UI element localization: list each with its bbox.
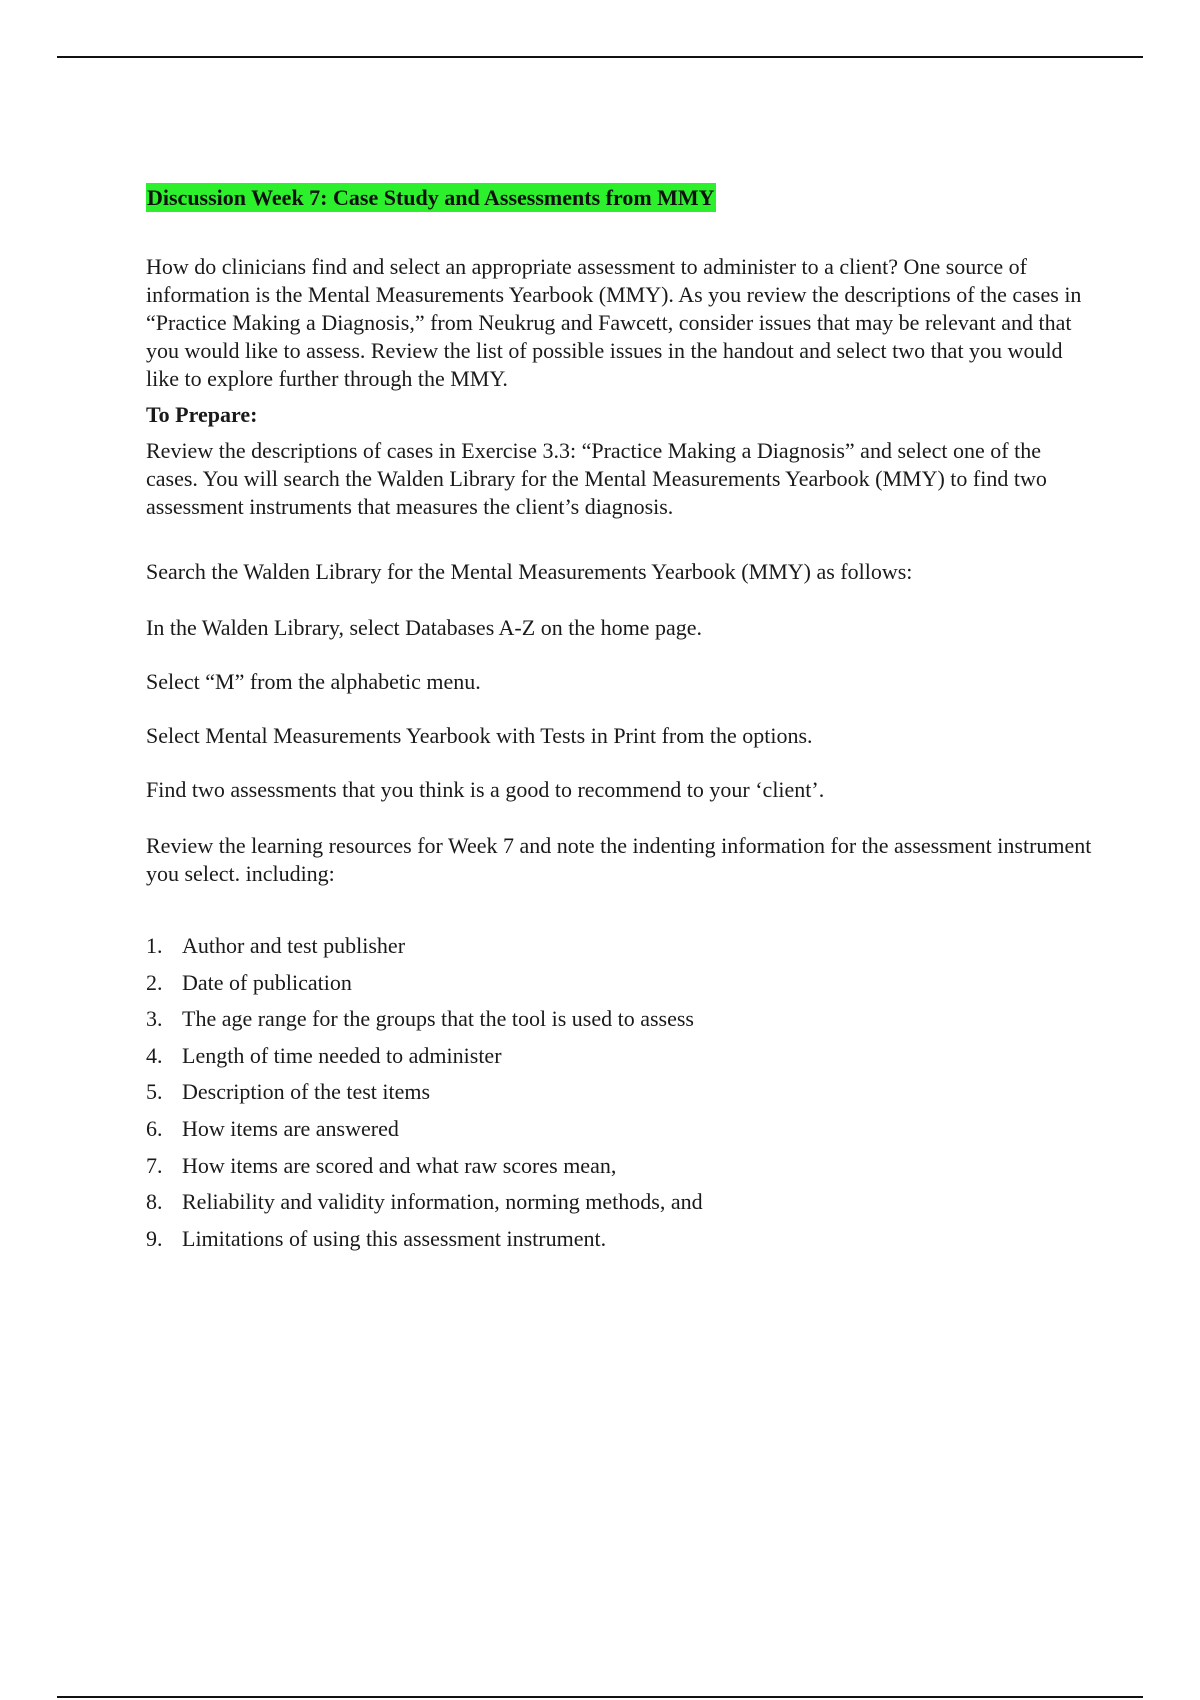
list-item-text: Date of publication <box>182 969 352 995</box>
intro-paragraph: How do clinicians find and select an appropriate assessment to administer to a client? One source of information is the Mental Measurements Yearbook (MMY). As you review the descriptions of the cases in “Practice Making a Diagnosis,” from Neukrug and Fawcett, consider issues that may be relevant and that you would like to assess. Review the list of possible issues in the handout and select two that you would like to explore further through the MMY. <box>146 254 1082 391</box>
to-prepare-heading: To Prepare: <box>146 402 258 427</box>
list-item-text: Reliability and validity information, norming methods, and <box>182 1189 703 1215</box>
page-top-rule <box>57 56 1143 58</box>
list-item <box>146 1115 1096 1152</box>
search-instructions: Search the Walden Library for the Mental Measurements Yearbook (MMY) as follows: <box>146 559 913 584</box>
list-item-number: 1. <box>146 933 163 958</box>
list-item-text: Description of the test items <box>182 1079 431 1105</box>
list-item-text: Author and test publisher <box>182 933 406 958</box>
list-item-number: 7. <box>146 1152 163 1178</box>
list-item <box>146 1225 1096 1262</box>
assessment-info-list <box>146 932 1096 1261</box>
to-prepare-paragraph: Review the descriptions of cases in Exercise 3.3: “Practice Making a Diagnosis” and select one of the cases. You will search the Walden Library for the Mental Measurements Yearbook (MMY) to find two assessment instruments that measures the client’s diagnosis. <box>146 438 1047 519</box>
list-item-number: 9. <box>146 1225 163 1251</box>
document-title: Discussion Week 7: Case Study and Assessments from MMY <box>147 185 715 210</box>
list-item-number: 5. <box>146 1079 163 1105</box>
list-item <box>146 1042 1096 1079</box>
list-item <box>146 932 1096 969</box>
review-paragraph: Review the learning resources for Week 7 and note the indenting information for the assessment instrument you select. including: <box>146 833 1092 886</box>
list-item-number: 3. <box>146 1006 163 1032</box>
list-item <box>146 1188 1096 1225</box>
list-item <box>146 1152 1096 1189</box>
list-item-number: 6. <box>146 1115 163 1141</box>
list-item <box>146 1078 1096 1115</box>
list-item-number: 8. <box>146 1189 163 1215</box>
list-item-text: How items are scored and what raw scores mean, <box>182 1152 617 1178</box>
list-item-text: Limitations of using this assessment instrument. <box>182 1225 607 1251</box>
list-item-number: 2. <box>146 969 163 995</box>
list-item <box>146 1005 1096 1042</box>
page-bottom-rule <box>57 1696 1143 1698</box>
step-select-m: Select “M” from the alphabetic menu. <box>146 669 481 694</box>
list-item-text: The age range for the groups that the tool is used to assess <box>182 1006 694 1032</box>
list-item-text: How items are answered <box>182 1115 399 1141</box>
list-item-number: 4. <box>146 1042 163 1068</box>
list-item-text: Length of time needed to administer <box>182 1042 502 1068</box>
step-select-mmy: Select Mental Measurements Yearbook with Tests in Print from the options. <box>146 723 813 748</box>
step-find-assessments: Find two assessments that you think is a good to recommend to your ‘client’. <box>146 777 825 802</box>
step-databases: In the Walden Library, select Databases A-Z on the home page. <box>146 615 702 640</box>
document-body <box>146 183 1096 1261</box>
list-item <box>146 969 1096 1006</box>
